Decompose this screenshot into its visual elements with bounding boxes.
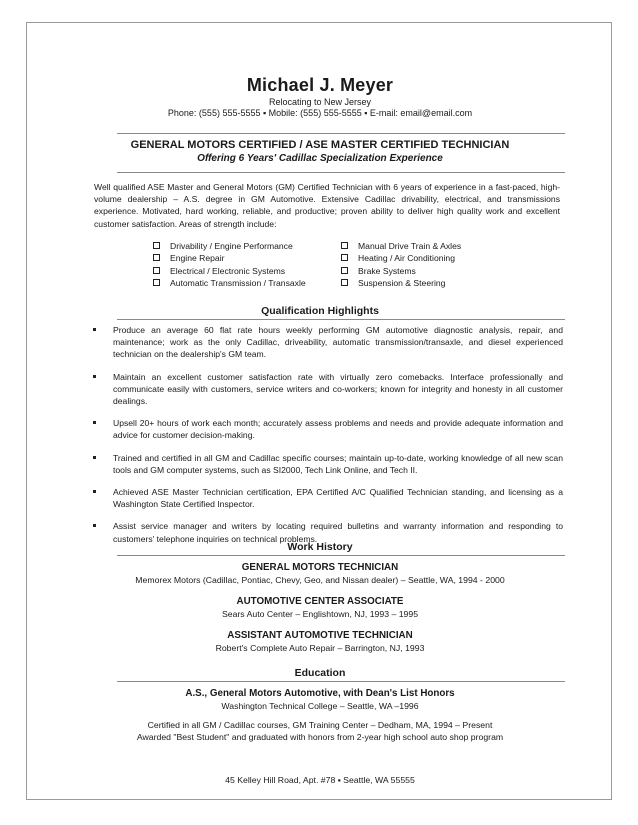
skill-item: Engine Repair xyxy=(153,252,306,264)
list-item: Produce an average 60 flat rate hours weekly performing GM automotive diagnostic analysis, repair, and maintenance; work as the only Cadillac, driveability, automatic transmission/transaxle, and diesel experienced technician on the dealership's GM team. xyxy=(93,324,563,361)
list-item: Achieved ASE Master Technician certification, EPA Certified A/C Qualified Technician standing, and licensing as a Washington State Certified Inspector. xyxy=(93,486,563,510)
checkbox-icon xyxy=(341,242,348,249)
address-footer: 45 Kelley Hill Road, Apt. #78 ▪ Seattle, WA 55555 xyxy=(225,775,415,785)
qualifications-divider xyxy=(117,319,565,320)
list-item: Upsell 20+ hours of work each month; accurately assess problems and needs and provide adequate information and advice for customer decision-making. xyxy=(93,417,563,441)
job-title: ASSISTANT AUTOMOTIVE TECHNICIAN xyxy=(227,630,413,641)
bullet-icon xyxy=(93,524,96,527)
contact-info: Phone: (555) 555-5555 ▪ Mobile: (555) 555-5555 ▪ E-mail: email@email.com xyxy=(167,108,473,118)
bullet-icon xyxy=(93,375,96,378)
checkbox-icon xyxy=(153,279,160,286)
checkbox-icon xyxy=(341,267,348,274)
professional-headline: GENERAL MOTORS CERTIFIED / ASE MASTER CERTIFIED TECHNICIAN xyxy=(130,139,510,151)
checkbox-icon xyxy=(153,254,160,261)
job-detail: Robert's Complete Auto Repair – Barrington, NJ, 1993 xyxy=(215,643,425,653)
bullet-icon xyxy=(93,421,96,424)
skill-item: Heating / Air Conditioning xyxy=(341,252,461,264)
checkbox-icon xyxy=(341,279,348,286)
skill-item: Manual Drive Train & Axles xyxy=(341,240,461,252)
qualification-highlights xyxy=(93,324,563,555)
bullet-icon xyxy=(93,328,96,331)
headline-divider xyxy=(117,172,565,173)
list-item: Maintain an excellent customer satisfaction rate with virtually zero comebacks. Interface professionally and communicate easily with customers, service writers and co-workers; known for integrity and honesty in all customer dealings. xyxy=(93,371,563,408)
job-title: GENERAL MOTORS TECHNICIAN xyxy=(241,562,399,573)
education-divider xyxy=(117,681,565,682)
resume-page xyxy=(26,22,612,800)
skill-item: Electrical / Electronic Systems xyxy=(153,265,306,277)
education-heading: Education xyxy=(294,667,346,679)
skills-column-1 xyxy=(153,240,306,289)
degree: A.S., General Motors Automotive, with Dean's List Honors xyxy=(185,688,455,699)
checkbox-icon xyxy=(153,267,160,274)
skill-item: Drivability / Engine Performance xyxy=(153,240,306,252)
skills-column-2 xyxy=(341,240,461,289)
skill-item: Automatic Transmission / Transaxle xyxy=(153,277,306,289)
top-divider xyxy=(117,133,565,134)
job-title: AUTOMOTIVE CENTER ASSOCIATE xyxy=(236,596,404,607)
qualifications-heading: Qualification Highlights xyxy=(261,305,379,317)
certification-note: Certified in all GM / Cadillac courses, GM Training Center – Dedham, MA, 1994 – Present xyxy=(147,720,493,730)
work-history-heading: Work History xyxy=(287,541,353,553)
skill-item: Suspension & Steering xyxy=(341,277,461,289)
list-item: Assist service manager and writers by locating required bulletins and warranty information and responding to customers' telephone inquiries on technical problems. xyxy=(93,520,563,544)
candidate-name: Michael J. Meyer xyxy=(246,75,394,95)
professional-summary: Well qualified ASE Master and General Motors (GM) Certified Technician with 6 years of experience in a fast-paced, high-volume dealership – A.S. degree in GM Automotive. Extensive Cadillac drivability, electrical, and transmissions experience. Motivated, hard working, reliable, and productive; proven ability to deliver high quality work and excellent customer satisfaction. Areas of strength include: xyxy=(94,182,560,229)
skill-item: Brake Systems xyxy=(341,265,461,277)
award-note: Awarded "Best Student" and graduated with honors from 2-year high school auto shop program xyxy=(136,732,504,742)
bullet-icon xyxy=(93,490,96,493)
school: Washington Technical College – Seattle, WA –1996 xyxy=(221,701,419,711)
job-detail: Memorex Motors (Cadillac, Pontiac, Chevy, Geo, and Nissan dealer) – Seattle, WA, 1994 - 2000 xyxy=(135,575,505,585)
job-detail: Sears Auto Center – Englishtown, NJ, 1993 – 1995 xyxy=(221,609,419,619)
checkbox-icon xyxy=(153,242,160,249)
checkbox-icon xyxy=(341,254,348,261)
bullet-icon xyxy=(93,456,96,459)
headline-subtitle: Offering 6 Years' Cadillac Specialization Experience xyxy=(197,153,443,164)
relocation-note: Relocating to New Jersey xyxy=(268,97,372,107)
work-history-divider xyxy=(117,555,565,556)
list-item: Trained and certified in all GM and Cadillac specific courses; maintain up-to-date, working knowledge of all new scan tools and GM computer systems, such as SI2000, Tech Link Online, and Tech II. xyxy=(93,452,563,476)
